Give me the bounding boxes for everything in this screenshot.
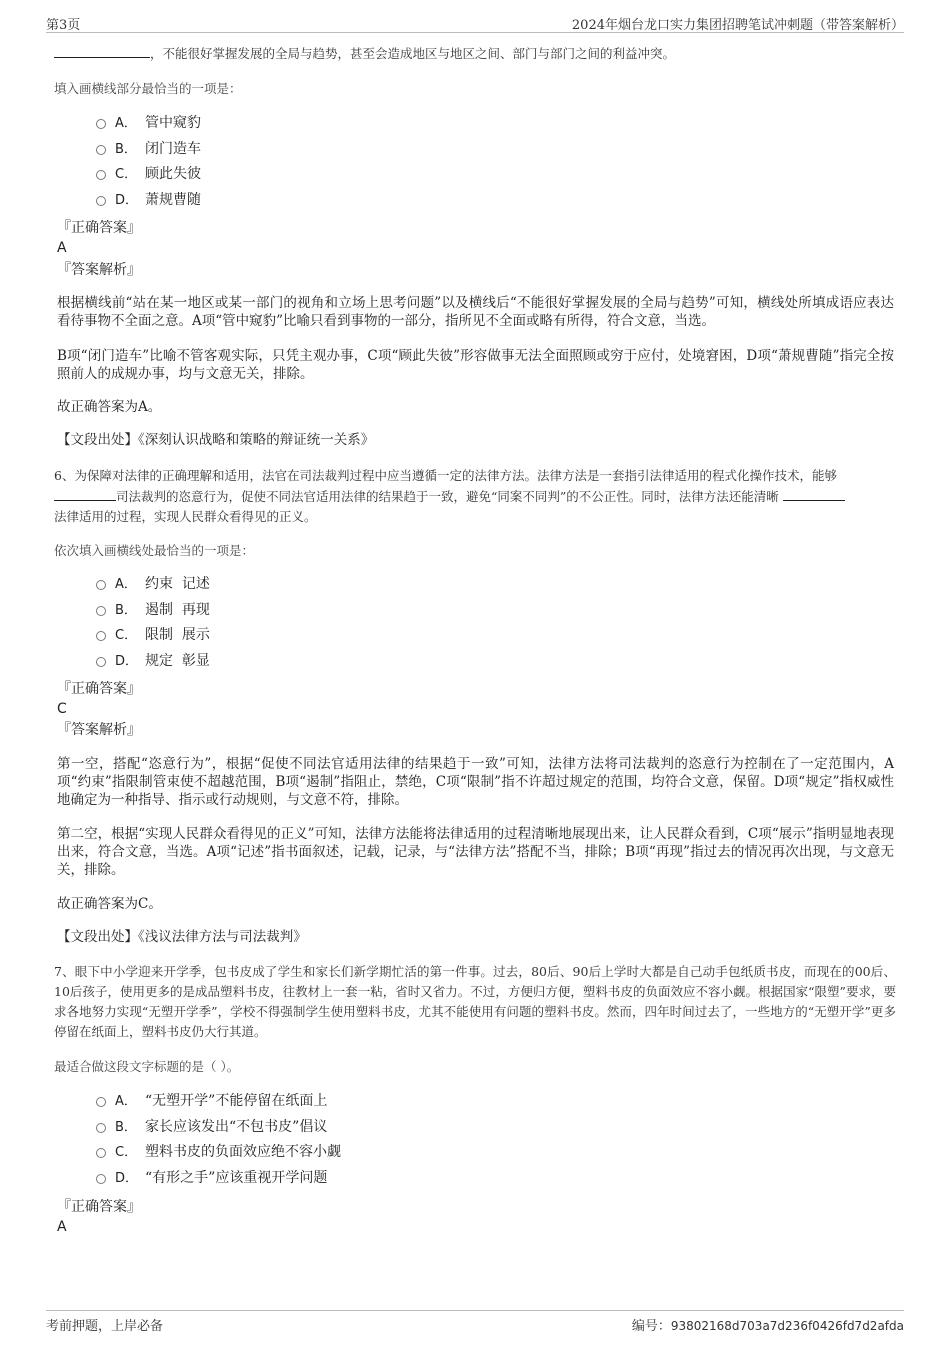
page-number: 第3页: [46, 18, 81, 33]
option-text: 限制 展示: [145, 627, 210, 643]
q7-ask: 最适合做这段文字标题的是（ ）。: [54, 1059, 240, 1074]
q7-answer-label: 『正确答案』: [57, 1199, 141, 1215]
option-text: 顾此失彼: [145, 166, 201, 182]
option-letter: B．: [115, 602, 137, 618]
document-id-label: 编号：: [631, 1319, 671, 1334]
option-letter: C．: [115, 167, 138, 182]
q5-options: [96, 111, 201, 213]
footer-slogan: 考前押题，上岸必备: [46, 1319, 164, 1334]
q6-stem-part2: 司法裁判的恣意行为，促使不同法官适用法律的结果趋于一致，避免“同案不同判”的不公正性。同时，法律方法还能清晰: [116, 489, 779, 504]
q5-ask: 填入画横线部分最恰当的一项是：: [54, 81, 242, 96]
option-letter: C．: [115, 1145, 138, 1160]
q5-stem-tail: [54, 43, 896, 64]
answer-blank: [54, 43, 150, 58]
q6-stem-part1: 6、为保障对法律的正确理解和适用，法官在司法裁判过程中应当遵循一定的法律方法。法律方法是一套指引法律适用的程式化操作技术，能够: [54, 468, 837, 483]
option-text: 约束 记述: [145, 576, 210, 592]
radio-icon[interactable]: [96, 1174, 106, 1184]
q5-stem-text: ，不能很好掌握发展的全局与趋势，甚至会造成地区与地区之间、部门与部门之间的利益冲突。: [150, 46, 676, 61]
q7-options: [96, 1089, 341, 1191]
q6-answer: C: [57, 701, 67, 717]
option-text: 管中窥豹: [145, 115, 201, 131]
q6-stem: [54, 466, 896, 527]
q7-stem: 7、眼下中小学迎来开学季，包书皮成了学生和家长们新学期忙活的第一件事。过去，80后、90后上学时大都是自己动手包纸质书皮，而现在的00后、10后孩子，使用更多的是成品塑料书皮，往教材上一套一粘，省时又省力。不过，方便归方便，塑料书皮的负面效应不容小觑。根据国家“限塑”要求，要求各地努力实现“无塑开学季”，学校不得强制学生使用塑料书皮，尤其不能使用有问题的塑料书皮。然而，四年时间过去了，一些地方的“无塑开学”更多停留在纸面上，塑料书皮仍大行其道。: [54, 964, 896, 1039]
radio-icon[interactable]: [96, 1123, 106, 1133]
option-text: 规定 彰显: [145, 652, 210, 669]
option-text: 塑料书皮的负面效应绝不容小觑: [145, 1144, 341, 1160]
q5-analysis-label: 『答案解析』: [57, 262, 141, 278]
option-text: 遏制 再现: [145, 601, 210, 618]
q6-option-d[interactable]: [96, 649, 210, 675]
document-id-value: 93802168d703a7d236f0426fd7d2afda: [670, 1319, 904, 1333]
q6-analysis-label: 『答案解析』: [57, 722, 141, 738]
q7-option-b[interactable]: [96, 1115, 341, 1141]
option-text: “无塑开学”不能停留在纸面上: [145, 1093, 328, 1109]
document-id: [632, 1315, 904, 1334]
radio-icon[interactable]: [96, 170, 106, 180]
q6-ask: 依次填入画横线处最恰当的一项是：: [54, 543, 255, 558]
q6-stem-part3: 法律适用的过程，实现人民群众看得见的正义。: [54, 509, 317, 524]
q5-source: 【文段出处】《深刻认识战略和策略的辩证统一关系》: [57, 432, 375, 448]
option-letter: B．: [115, 141, 137, 157]
option-text: 闭门造车: [145, 140, 201, 157]
option-text: 萧规曹随: [145, 191, 201, 208]
q7-answer: A: [57, 1219, 67, 1235]
document-title: 2024年烟台龙口实力集团招聘笔试冲刺题（带答案解析）: [571, 18, 904, 33]
q5-option-c[interactable]: [96, 162, 201, 188]
option-letter: D．: [115, 1170, 139, 1186]
q6-option-a[interactable]: [96, 572, 210, 598]
radio-icon[interactable]: [96, 1097, 106, 1107]
answer-blank-1: [54, 486, 116, 501]
page-header: [46, 10, 904, 33]
radio-icon[interactable]: [96, 606, 106, 616]
q6-option-b[interactable]: [96, 598, 210, 624]
option-letter: C．: [115, 628, 138, 643]
q6-analysis-p1: 第一空，搭配“恣意行为”，根据“促使不同法官适用法律的结果趋于一致”可知，法律方法将司法裁判的恣意行为控制在了一定范围内，A项“约束”指限制管束使不超越范围，B项“遏制”指阻止，禁绝，C项“限制”指不许超过规定的范围，均符合文意，保留。D项“规定”指权威性地确定为一种指导、指示或行动规则，与文意不符，排除。: [57, 756, 894, 808]
q7-option-c[interactable]: [96, 1140, 341, 1166]
option-letter: A．: [115, 116, 137, 131]
option-letter: A．: [115, 577, 137, 592]
radio-icon[interactable]: [96, 631, 106, 641]
radio-icon[interactable]: [96, 145, 106, 155]
option-text: 家长应该发出“不包书皮”倡议: [145, 1118, 328, 1135]
page-footer: [46, 1310, 904, 1335]
answer-blank-2: [783, 486, 845, 501]
option-letter: D．: [115, 192, 139, 208]
q6-options: [96, 572, 210, 674]
q5-answer: A: [57, 240, 67, 256]
option-letter: B．: [115, 1119, 137, 1135]
q6-analysis-p2: 第二空，根据“实现人民群众看得见的正义”可知，法律方法能将法律适用的过程清晰地展现出来，让人民群众看到，C项“展示”指明显地表现出来，符合文意，当选。A项“记述”指书面叙述，记载，记录，与“法律方法”搭配不当，排除；B项“再现”指过去的情况再次出现，与文意无关，排除。: [57, 826, 894, 878]
q5-option-a[interactable]: [96, 111, 201, 137]
q6-option-c[interactable]: [96, 623, 210, 649]
q5-analysis-p3: 故正确答案为A。: [57, 399, 162, 415]
radio-icon[interactable]: [96, 580, 106, 590]
q6-source: 【文段出处】《浅议法律方法与司法裁判》: [57, 929, 307, 945]
q5-analysis-p1: 根据横线前“站在某一地区或某一部门的视角和立场上思考问题”以及横线后“不能很好掌握发展的全局与趋势”可知，横线处所填成语应表达看待事物不全面之意。A项“管中窥豹”比喻只看到事物的一部分，指所见不全面或略有所得，符合文意，当选。: [57, 295, 894, 329]
radio-icon[interactable]: [96, 657, 106, 667]
option-letter: D．: [115, 653, 139, 669]
q6-answer-label: 『正确答案』: [57, 681, 141, 697]
radio-icon[interactable]: [96, 196, 106, 206]
radio-icon[interactable]: [96, 119, 106, 129]
q7-option-a[interactable]: [96, 1089, 341, 1115]
q5-analysis-p2: B项“闭门造车”比喻不管客观实际，只凭主观办事，C项“顾此失彼”形容做事无法全面照顾或穷于应付，处境窘困，D项“萧规曹随”指完全按照前人的成规办事，均与文意无关，排除。: [57, 348, 894, 382]
q6-analysis-p3: 故正确答案为C。: [57, 896, 162, 912]
option-text: “有形之手”应该重视开学问题: [145, 1169, 328, 1186]
option-letter: A．: [115, 1094, 137, 1109]
q7-option-d[interactable]: [96, 1166, 341, 1192]
q5-option-d[interactable]: [96, 188, 201, 214]
radio-icon[interactable]: [96, 1148, 106, 1158]
q5-answer-label: 『正确答案』: [57, 220, 141, 236]
q5-option-b[interactable]: [96, 137, 201, 163]
